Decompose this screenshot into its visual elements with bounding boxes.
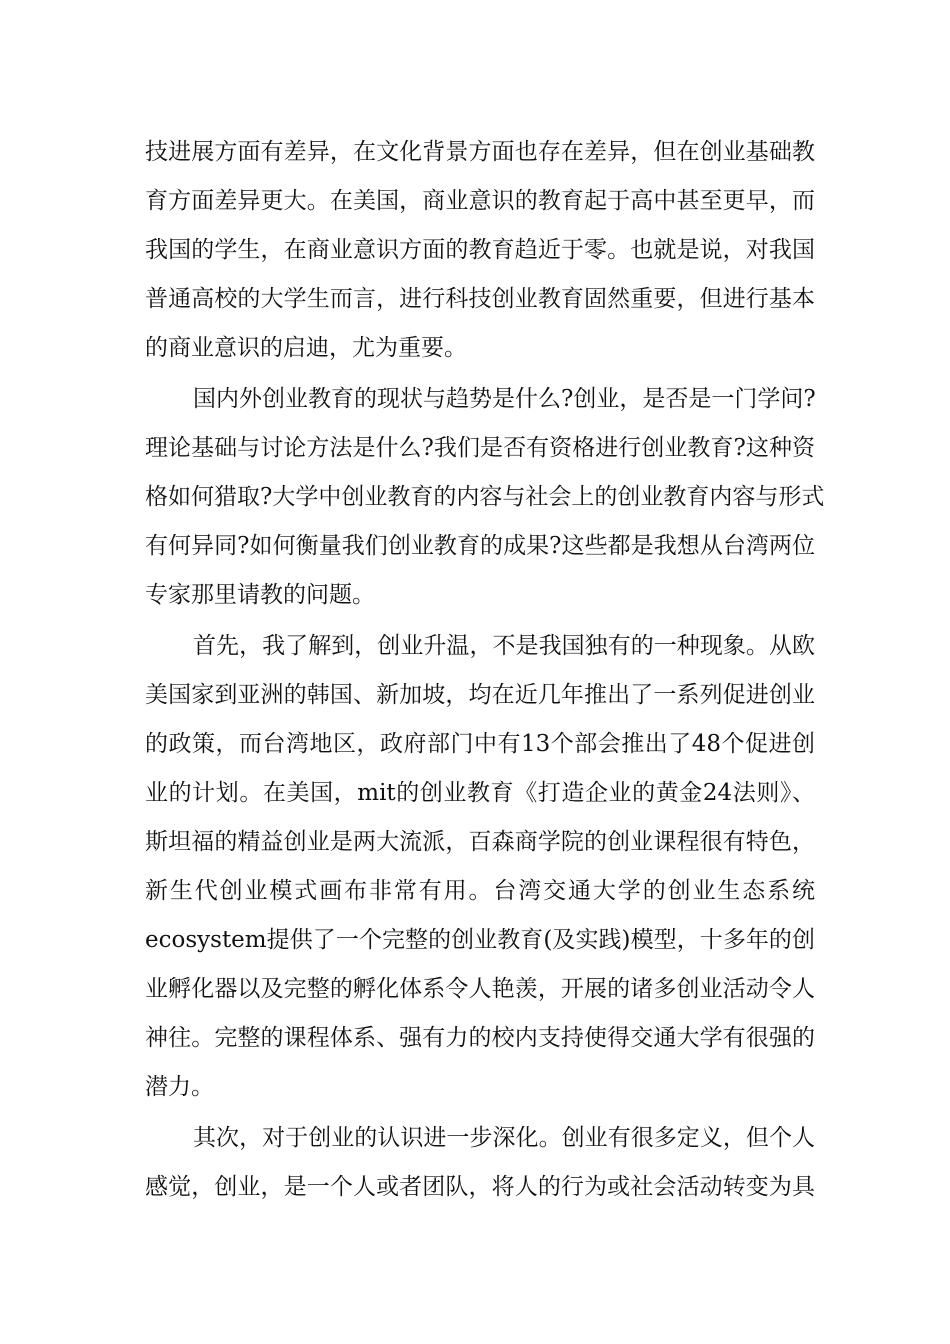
text-line: 的政策，而台湾地区，政府部门中有13个部会推出了48个促进创 [145,731,815,757]
text-line: 理论基础与讨论方法是什么?我们是否有资格进行创业教育?这种资 [145,435,815,461]
text-line: 感觉，创业，是一个人或者团队，将人的行为或社会活动转变为具 [145,1174,815,1200]
text-line: 专家那里请教的问题。 [145,582,375,608]
text-line: ecosystem提供了一个完整的创业教育(及实践)模型，十多年的创 [145,927,815,953]
text-line: 其次，对于创业的认识进一步深化。创业有很多定义，但个人 [193,1125,815,1151]
text-line: 我国的学生，在商业意识方面的教育趋近于零。也就是说，对我国 [145,237,815,263]
text-line: 普通高校的大学生而言，进行科技创业教育固然重要，但进行基本 [145,286,815,312]
text-line: 技进展方面有差异，在文化背景方面也存在差异，但在创业基础教 [145,139,815,165]
text-line: 育方面差异更大。在美国，商业意识的教育起于高中甚至更早，而 [145,188,815,214]
text-line: 国内外创业教育的现状与趋势是什么?创业，是否是一门学问? [193,386,816,412]
text-line: 业孵化器以及完整的孵化体系令人艳羡，开展的诸多创业活动令人 [145,976,815,1002]
text-line: 首先，我了解到，创业升温，不是我国独有的一种现象。从欧 [193,633,815,659]
text-line: 有何异同?如何衡量我们创业教育的成果?这些都是我想从台湾两位 [145,533,815,559]
text-line: 新生代创业模式画布非常有用。台湾交通大学的创业生态系统 [145,878,815,904]
text-line: 的商业意识的启迪，尤为重要。 [145,335,467,361]
text-line: 神往。完整的课程体系、强有力的校内支持使得交通大学有很强的 [145,1025,815,1051]
text-line: 格如何猎取?大学中创业教育的内容与社会上的创业教育内容与形式 [145,484,825,510]
text-line: 潜力。 [145,1074,214,1100]
text-line: 业的计划。在美国，mit的创业教育《打造企业的黄金24法则》、 [145,780,815,806]
text-line: 美国家到亚洲的韩国、新加坡，均在近几年推出了一系列促进创业 [145,682,815,708]
text-line: 斯坦福的精益创业是两大流派，百森商学院的创业课程很有特色， [145,829,815,855]
